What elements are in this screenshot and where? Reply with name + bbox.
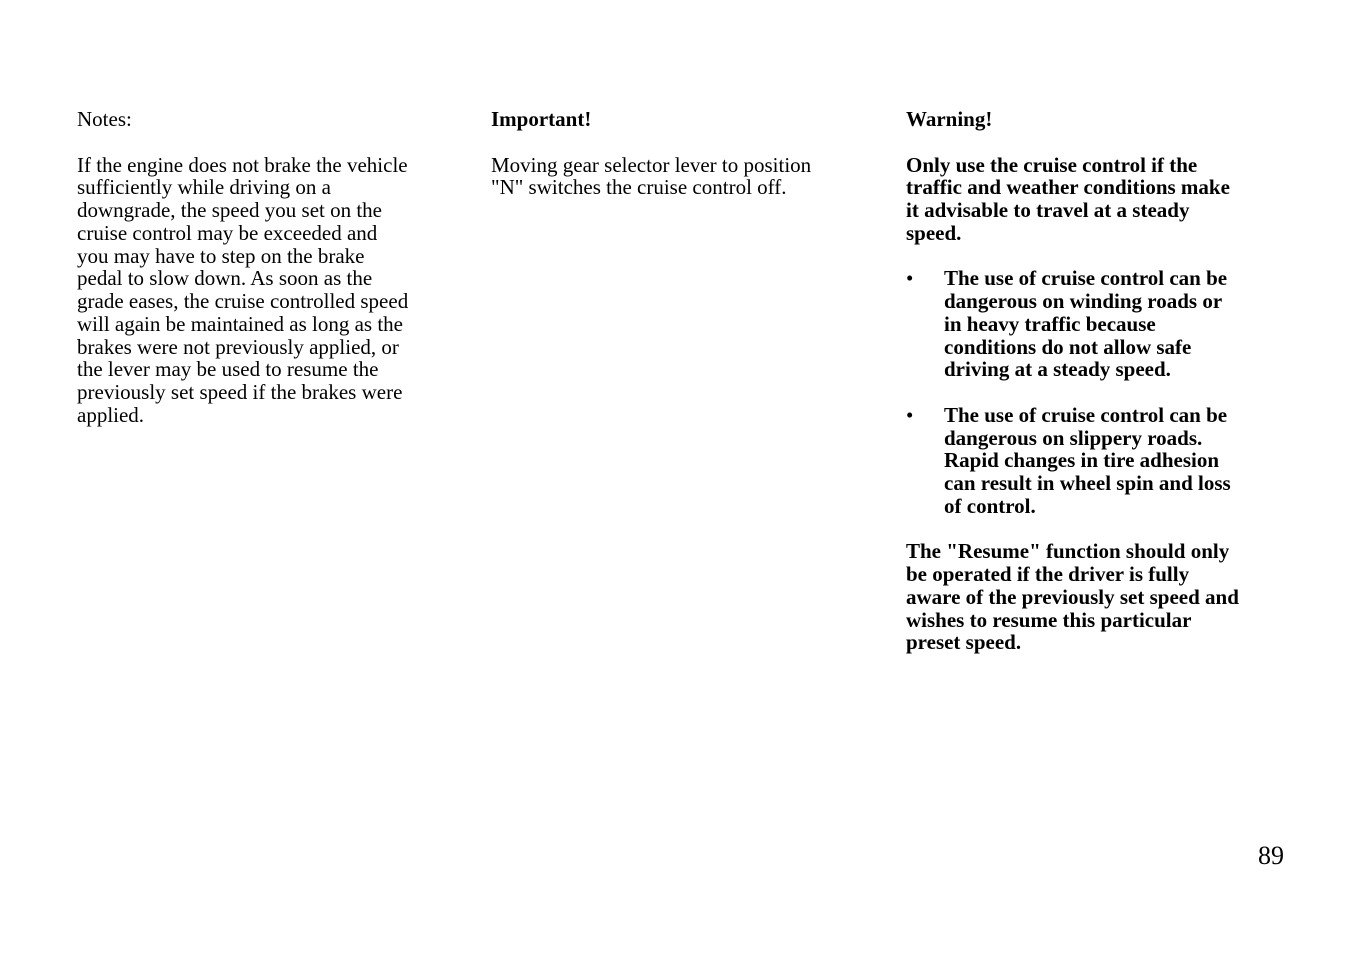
- warning-heading: Warning!: [906, 107, 993, 131]
- page-number: 89: [1258, 841, 1284, 870]
- warning-intro-line: traffic and weather conditions make: [906, 175, 1230, 200]
- warning-bullet-item: [906, 404, 1278, 518]
- notes-heading: Notes:: [77, 107, 132, 131]
- notes-line: brakes were not previously applied, or: [77, 334, 399, 359]
- notes-line: cruise control may be exceeded and: [77, 220, 378, 245]
- bullet-icon: •: [906, 402, 914, 427]
- notes-section: [77, 108, 457, 427]
- warning-intro-line: it advisable to travel at a steady: [906, 198, 1190, 222]
- notes-line: downgrade, the speed you set on the: [77, 198, 383, 222]
- warning-bullet-line: driving at a steady speed.: [944, 357, 1171, 382]
- warning-bullet-line: dangerous on slippery roads.: [944, 425, 1203, 450]
- warning-bullet-line: The use of cruise control can be: [944, 266, 1228, 291]
- notes-paragraph: [77, 154, 457, 427]
- warning-resume-paragraph: [906, 540, 1278, 654]
- notes-line: applied.: [77, 402, 145, 427]
- notes-line: the lever may be used to resume the: [77, 357, 379, 382]
- warning-bullet-line: in heavy traffic because: [944, 311, 1156, 336]
- warning-bullet-line: of control.: [944, 493, 1036, 518]
- warning-intro-line: Only use the cruise control if the: [906, 152, 1198, 177]
- notes-line: pedal to slow down. As soon as the: [77, 266, 373, 291]
- warning-resume-line: be operated if the driver is fully: [906, 562, 1190, 586]
- important-heading: Important!: [491, 107, 592, 131]
- important-paragraph: [491, 154, 871, 200]
- warning-intro-line: speed.: [906, 220, 962, 245]
- warning-bullet-line: The use of cruise control can be: [944, 402, 1228, 427]
- bullet-icon: •: [906, 266, 914, 291]
- notes-line: If the engine does not brake the vehicle: [77, 152, 408, 177]
- notes-line: sufficiently while driving on a: [77, 175, 331, 200]
- warning-bullet-line: dangerous on winding roads or: [944, 289, 1223, 313]
- important-line: "N" switches the cruise control off.: [491, 175, 787, 200]
- warning-resume-line: aware of the previously set speed and: [906, 584, 1239, 609]
- warning-intro-paragraph: [906, 154, 1278, 245]
- warning-bullet-line: Rapid changes in tire adhesion: [944, 448, 1219, 473]
- warning-resume-line: wishes to resume this particular: [906, 607, 1192, 632]
- warning-resume-line: The "Resume" function should only: [906, 539, 1230, 564]
- warning-bullet-line: conditions do not allow safe: [944, 334, 1192, 359]
- important-line: Moving gear selector lever to position: [491, 152, 812, 177]
- notes-line: you may have to step on the brake: [77, 243, 365, 268]
- notes-line: grade eases, the cruise controlled speed: [77, 289, 409, 313]
- warning-bullet-item: [906, 267, 1278, 381]
- important-section: [491, 108, 871, 199]
- warning-section: [906, 108, 1278, 654]
- warning-resume-line: preset speed.: [906, 630, 1022, 655]
- notes-line: will again be maintained as long as the: [77, 311, 403, 336]
- warning-bullet-line: can result in wheel spin and loss: [944, 471, 1231, 495]
- notes-line: previously set speed if the brakes were: [77, 380, 403, 404]
